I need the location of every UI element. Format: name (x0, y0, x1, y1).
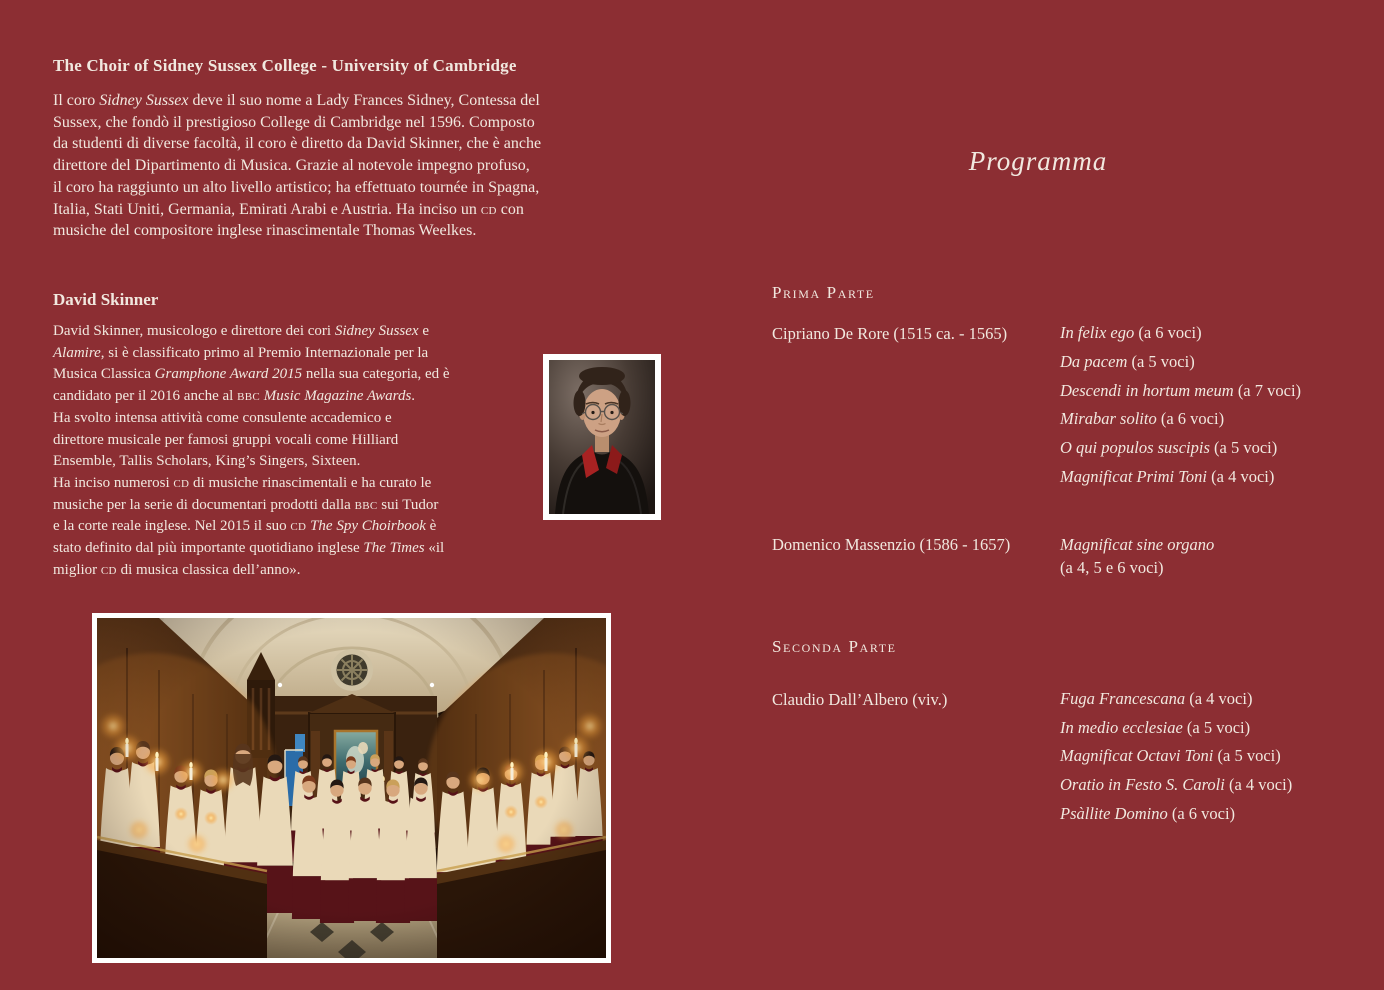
piece (1060, 405, 1301, 434)
piece (1060, 434, 1301, 463)
composer-name: Cipriano De Rore (1515 ca. - 1565) (772, 324, 1008, 343)
piece-voices: (a 6 voci) (1171, 803, 1236, 823)
piece-voices: (a 4 voci) (1189, 688, 1253, 708)
piece (1060, 771, 1292, 800)
piece (1060, 348, 1301, 377)
piece-title: Descendi in hortum meum (1060, 380, 1234, 400)
piece-voices: (a 4 voci) (1211, 466, 1275, 486)
piece-title: Oratio in Festo S. Caroli (1060, 775, 1225, 795)
piece-title: Da pacem (1060, 351, 1128, 371)
piece-title: Magnificat sine organo (1060, 534, 1215, 554)
composer-name: Domenico Massenzio (1586 - 1657) (772, 534, 1011, 554)
piece-title: In medio ecclesiae (1060, 717, 1183, 737)
program-entry (772, 685, 1362, 829)
program-part (772, 637, 1362, 829)
piece-voices: (a 5 voci) (1217, 746, 1281, 766)
program-list (772, 283, 1362, 829)
piece-list (1060, 685, 1292, 829)
skinner-title: David Skinner (53, 290, 159, 309)
right-page (692, 0, 1384, 990)
skinner-portrait-photo (543, 354, 661, 520)
piece-voices: (a 5 voci) (1214, 438, 1278, 458)
piece-title: Psàllite Domino (1060, 803, 1168, 823)
program-entry (772, 530, 1362, 579)
piece-title: Fuga Francescana (1060, 688, 1186, 708)
composer-name: Claudio Dall’Albero (viv.) (772, 689, 948, 709)
piece-voices: (a 7 voci) (1237, 380, 1302, 400)
piece (1060, 800, 1292, 829)
piece-voices: (a 4, 5 e 6 voci) (1060, 557, 1164, 577)
piece (1060, 377, 1301, 406)
choir-title: The Choir of Sidney Sussex College - University of Cambridge (53, 56, 517, 75)
piece (1060, 714, 1292, 743)
program-entry (772, 319, 1362, 492)
piece-title: Magnificat Octavi Toni (1060, 746, 1214, 766)
piece-list (1060, 319, 1301, 492)
piece (1060, 742, 1292, 771)
piece (1060, 319, 1301, 348)
piece-voices: (a 5 voci) (1131, 351, 1195, 371)
piece-voices: (a 5 voci) (1186, 717, 1251, 737)
piece-title: Mirabar solito (1060, 409, 1157, 429)
skinner-bio: David Skinner, musicologo e direttore dei cori Sidney Sussex e Alamire, si è classificato primo al Premio Internazionale per la Musica Classica Gramphone Award 2015 nella sua categoria, ed è candidato per il 2016 anche al bbc Music Magazine Awards. Ha svolto intensa attività come consulente accademico e direttore musicale per famosi gruppi vocali come Hilliard Ensemble, Tallis Scholars, King’s Singers, Sixteen. Ha inciso numerosi cd di musiche rinascimentali e ha curato le musiche per la serie di documentari prodotti dalla bbc sui Tudor e la corte reale inglese. Nel 2015 il suo cd The Spy Choirbook è stato definito dal più importante quotidiano inglese The Times «il miglior cd di musica classica dell’anno». (53, 323, 450, 578)
piece-voices: (a 4 voci) (1228, 775, 1293, 795)
piece-voices: (a 6 voci) (1160, 409, 1225, 429)
piece-title: Magnificat Primi Toni (1060, 466, 1207, 486)
part-heading: Seconda Parte (772, 636, 897, 656)
piece-voices: (a 6 voci) (1138, 323, 1202, 342)
programma-title: Programma (968, 146, 1108, 176)
part-heading: Prima Parte (772, 283, 875, 302)
piece (1060, 463, 1301, 492)
piece (1060, 530, 1214, 579)
choir-paragraph: Il coro Sidney Sussex deve il suo nome a Lady Frances Sidney, Contessa del Sussex, che fondò il prestigioso College di Cambridge nel 1596. Composto da studenti di diverse facoltà, il coro è diretto da David Skinner, che è anche direttore del Dipartimento di Musica. Grazie al notevole impegno profuso, il coro ha raggiunto un alto livello artistico; ha effettuato tournée in Spagna, Italia, Stati Uniti, Germania, Emirati Arabi e Austria. Ha inciso un cd con musiche del compositore inglese rinascimentale Thomas Weelkes. (53, 92, 542, 240)
chapel-interior-illustration (97, 618, 606, 958)
piece (1060, 685, 1292, 714)
program-part (772, 283, 1362, 579)
portrait-illustration (549, 360, 655, 514)
piece-list (1060, 530, 1214, 579)
piece-title: In felix ego (1060, 323, 1135, 342)
piece-title: O qui populos suscipis (1060, 438, 1210, 458)
choir-photo (92, 613, 611, 963)
